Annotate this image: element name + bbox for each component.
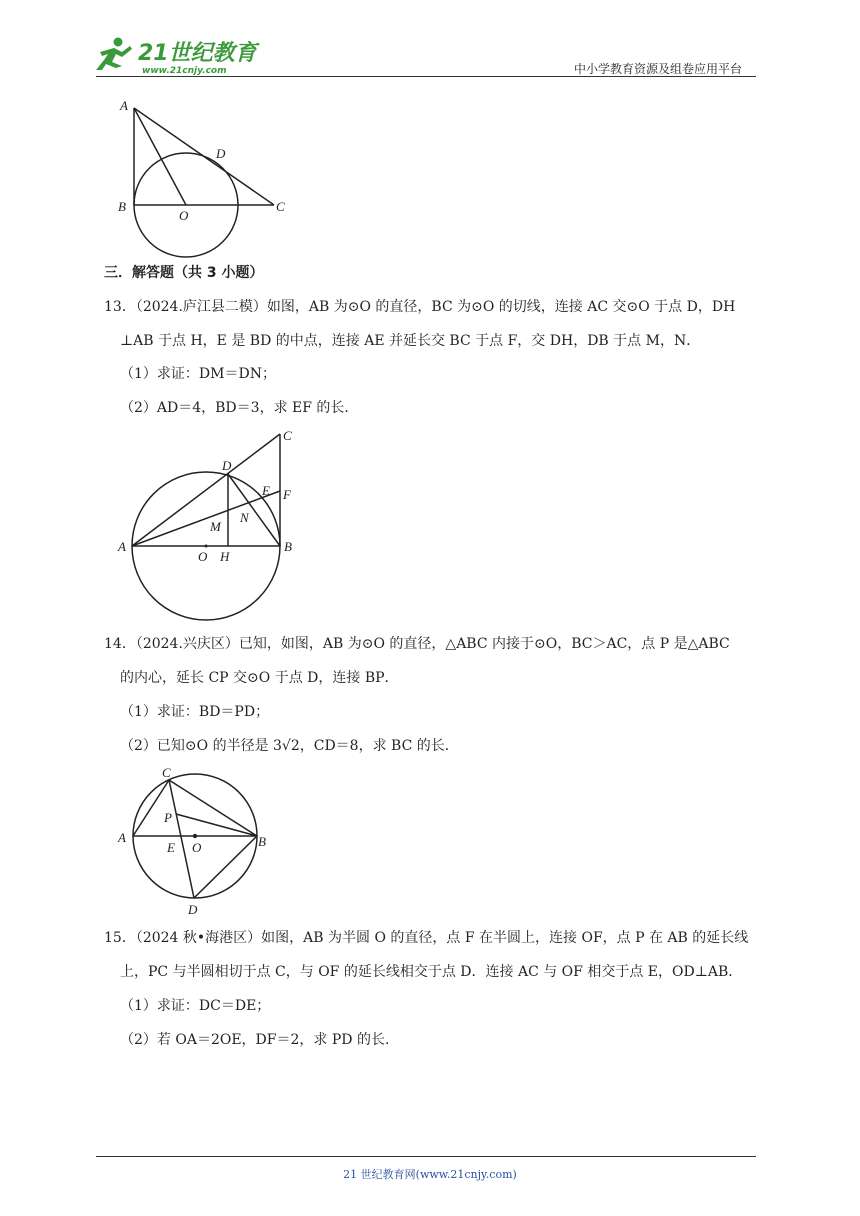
label-d: D	[188, 902, 198, 917]
q14-line2: 的内心，延长 CP 交⊙O 于点 D，连接 BP．	[120, 670, 399, 686]
label-c: C	[162, 765, 171, 780]
q15-line2: 上，PC 与半圆相切于点 C，与 OF 的延长线相交于点 D．连接 AC 与 OF 相交于点 E，OD⊥AB．	[120, 964, 743, 980]
section-heading: 三．解答题（共 3 小题）	[104, 265, 264, 281]
figure-q12	[110, 92, 300, 262]
q15-source: （2024 秋•海港区）	[135, 930, 262, 946]
q13-part2: （2）AD＝4，BD＝3，求 EF 的长．	[120, 400, 359, 416]
q14-part2: （2）已知⊙O 的半径是 3√2，CD＝8，求 BC 的长．	[120, 738, 459, 754]
label-f: F	[283, 487, 291, 502]
footer-link[interactable]: 21 世纪教育网(www.21cnjy.com)	[343, 1168, 517, 1181]
q13-line2: ⊥AB 于点 H，E 是 BD 的中点，连接 AE 并延长交 BC 于点 F，交 DH，DB 于点 M，N．	[120, 333, 701, 349]
q15-number: 15．	[104, 930, 136, 946]
q14-part1: （1）求证：BD＝PD；	[120, 704, 270, 720]
figure-q13	[112, 424, 312, 624]
logo-text: 21世纪教育	[138, 41, 257, 66]
footer-divider	[96, 1156, 756, 1157]
platform-title: 中小学教育资源及组卷应用平台	[574, 62, 743, 76]
label-o: O	[198, 549, 208, 564]
q15-line1	[104, 928, 748, 948]
q14-number: 14．	[104, 636, 136, 652]
q13-part1: （1）求证：DM＝DN；	[120, 366, 276, 382]
site-logo	[92, 34, 262, 76]
label-h: H	[220, 549, 230, 564]
q15-text-1: 如图，AB 为半圆 O 的直径，点 F 在半圆上，连接 OF，点 P 在 AB 的延长线	[261, 930, 749, 946]
label-d: D	[222, 458, 232, 473]
q14-source: （2024.兴庆区）	[135, 636, 239, 652]
label-o: O	[192, 840, 202, 855]
q13-line1	[104, 297, 735, 317]
q15-part1: （1）求证：DC＝DE；	[120, 998, 271, 1014]
runner-icon	[96, 38, 132, 71]
label-b: B	[284, 539, 292, 554]
label-a: A	[118, 539, 126, 554]
header-divider	[96, 76, 756, 77]
label-a: A	[118, 830, 126, 845]
q14-line1	[104, 634, 730, 654]
label-b: B	[258, 834, 266, 849]
label-p: P	[164, 810, 172, 825]
figure-q14	[110, 764, 280, 920]
label-d: D	[216, 146, 226, 161]
label-c: C	[283, 428, 292, 443]
label-n: N	[240, 510, 249, 525]
q13-source: （2024.庐江县二模）	[135, 299, 267, 315]
label-b: B	[118, 199, 126, 214]
label-e: E	[167, 840, 175, 855]
q13-text-1: 如图，AB 为⊙O 的直径，BC 为⊙O 的切线，连接 AC 交⊙O 于点 D，DH	[266, 299, 736, 315]
label-c: C	[276, 199, 285, 214]
q14-text-1: 已知，如图，AB 为⊙O 的直径，△ABC 内接于⊙O，BC＞AC，点 P 是△ABC	[238, 636, 730, 652]
label-e: E	[262, 483, 270, 498]
q15-part2: （2）若 OA＝2OE，DF＝2，求 PD 的长．	[120, 1032, 399, 1048]
label-o: O	[179, 208, 189, 223]
logo-url: www.21cnjy.com	[142, 66, 227, 76]
label-a: A	[120, 98, 128, 113]
q13-number: 13．	[104, 299, 136, 315]
label-m: M	[210, 519, 221, 534]
